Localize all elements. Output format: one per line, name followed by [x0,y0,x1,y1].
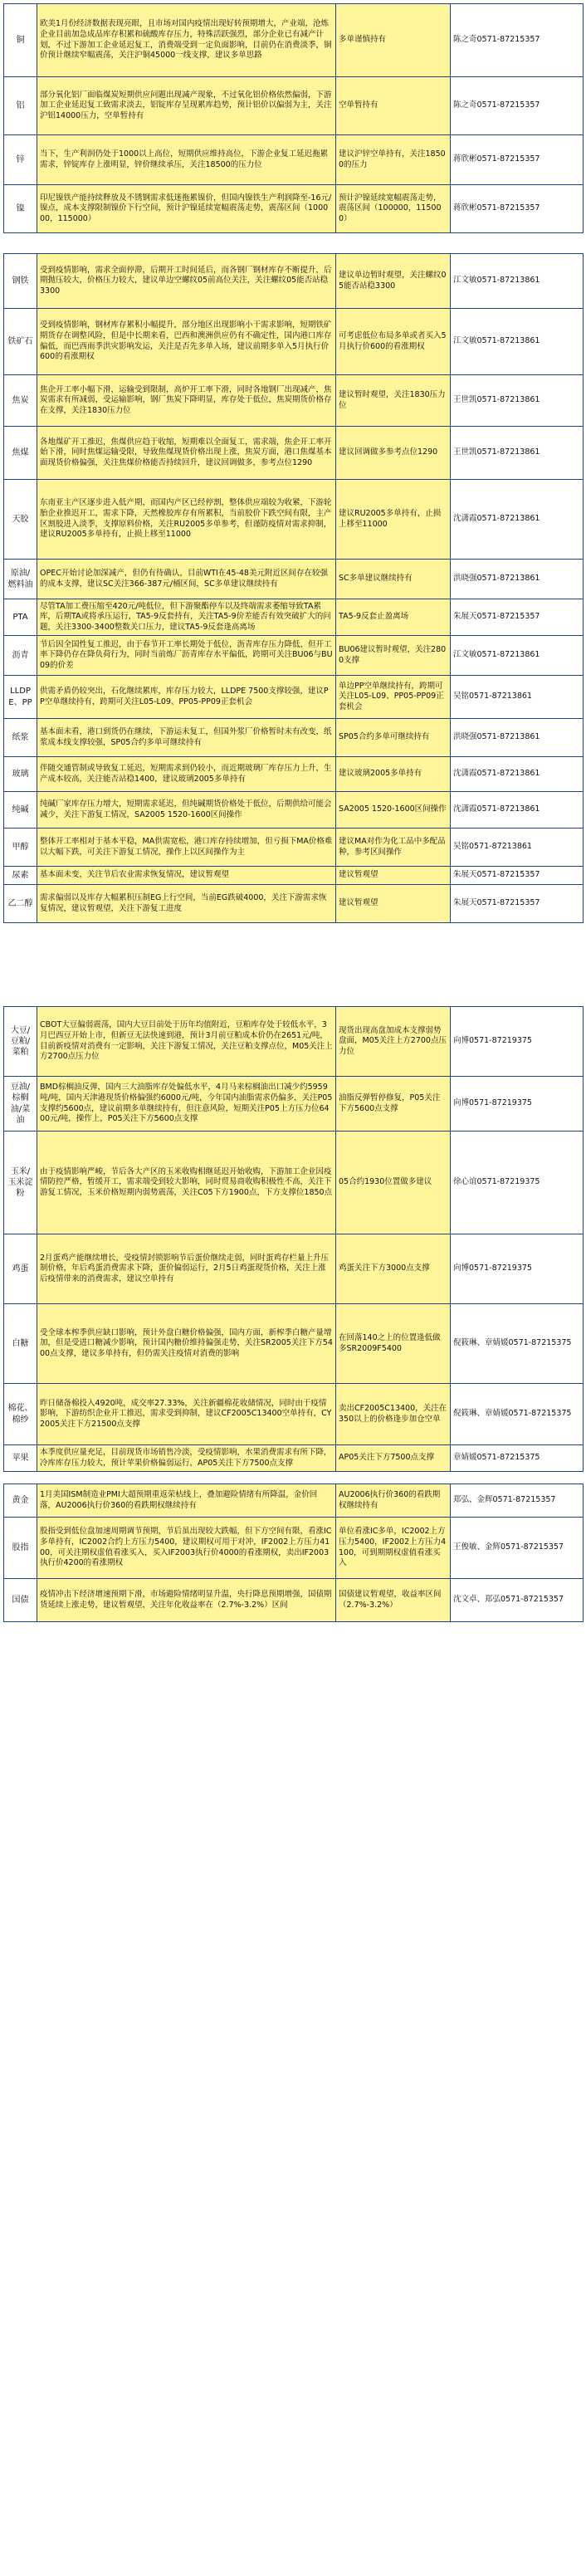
trade-strategy: 空单暂持有 [336,77,451,135]
table-row [4,636,584,676]
analyst-contact: 沈潇霞0571-87213861 [451,480,584,560]
section-separator [4,923,584,1007]
report-sheet [3,3,583,1622]
market-analysis: 受到疫情影响，钢材库存累积小幅提升，部分地区出现影响小干需求影响，短期铁矿期货存在调整风险，但是中长期来看，巴西和澳洲供应仍有不确定性，国内港口库存偏低，而巴西雨季洪灾影响发运，关注是否先多单入场，建议前期多单入5月执行价600的看涨期权 [37,309,336,375]
table-row [4,792,584,829]
trade-strategy: 建议回调做多参考点位1290 [336,427,451,480]
market-analysis: 节后因全国性复工推迟，由于春节开工率长期处于低位，沥青库存压力降低，但开工率下降仍存在降负荷行为，同时当前炼厂沥青库存水平偏低，跨期可关注BU06与BU09的价差 [37,636,336,676]
table-row [4,1445,584,1472]
market-analysis: CBOT大豆偏弱震荡，国内大豆目前处于历年均值附近，豆粕库存处于较低水平，3月巴西豆开始上市，但新豆无法快速到港，预计3月前豆粕成本价仍在2651元/吨，目前新疫情对消费有一定影响，关注下游复工情况，关注豆粕支撑点位，M05关注上方2700点压力位 [37,1007,336,1077]
commodity-name: 沥青 [4,636,37,676]
trade-strategy: 建议沪锌空单持有，关注18500的压力 [336,135,451,185]
commodity-name: 玉米/玉米淀粉 [4,1132,37,1234]
table-row [4,1234,584,1304]
market-analysis: 焦企开工率小幅下滑，运输受到限制，高炉开工率下滑，同时各地钢厂出现减产，焦炭需求有所减弱，受运输影响，钢厂焦炭下降明显，库存处于低位，焦炭期货价格存在支撑，关注1830压力位 [37,375,336,427]
table-row [4,1518,584,1579]
market-analysis: 1月美国ISM制造业PMI大超预期重返荣枯线上，叠加避险情绪有所降温，金价回落，AU2006执行价360的看跌期权继续持有 [37,1484,336,1518]
market-analysis: 当下，生产利润仍处于1000以上高位，短期供应维持高位，下游企业复工延迟拖累需求，锌锭库存上涨明显，锌价继续承压，关注18500的压力位 [37,135,336,185]
market-analysis: 受全球本榨季供应缺口影响，预计外盘白糖价格偏强，国内方面，新榨季白糖产量增加，但是受进口糖减少影响，预计国内糖价维持偏强走势，关注SR2005关注下方5400点支撑，建议多单持有，但仍需关注疫情对消费的影响 [37,1304,336,1384]
trade-strategy: 单边PP空单继续持有，跨期可关注L05-L09、PP05-PP09正套机会 [336,676,451,719]
table-row [4,719,584,757]
analyst-contact: 陈之奇0571-87215357 [451,77,584,135]
table-row [4,185,584,233]
table-row [4,676,584,719]
analyst-contact: 徐心谊0571-87219375 [451,1132,584,1234]
commodity-name: 豆油/棕榈油/菜油 [4,1077,37,1132]
market-analysis: 受到疫情影响，需求全面停滞，后期开工时间延后，而各钢厂钢材库存不断提升，后期抛压较大，价格压力较大，建议单边空螺纹05前高位关注，关注螺纹05能否站稳3300 [37,254,336,309]
analyst-contact: 朱展天0571-87215357 [451,599,584,636]
market-analysis: 需求偏弱以及库存大幅累积压制EG上行空间，当前EG跌破4000，关注下游需求恢复情况，建议暂观望，关注下游复工进度 [37,885,336,923]
commodity-name: 黄金 [4,1484,37,1518]
table-row [4,1484,584,1518]
market-analysis: 基本面未变，关注节后农业需求恢复情况，建议暂观望 [37,867,336,885]
commodity-name: 焦煤 [4,427,37,480]
table-row [4,757,584,792]
analyst-contact: 向博0571-87219375 [451,1234,584,1304]
analyst-contact: 朱展天0571-87215357 [451,867,584,885]
analyst-contact: 沈潇霞0571-87213861 [451,757,584,792]
commodity-name: 天胶 [4,480,37,560]
analyst-contact: 蒋欣彬0571-87215357 [451,135,584,185]
trade-strategy: BU06建议暂时观望，关注2800支撑 [336,636,451,676]
table-row [4,599,584,636]
table-row [4,1384,584,1445]
analyst-contact: 江文敏0571-87213861 [451,636,584,676]
trade-strategy: 单位看涨IC多单，IC2002上方压力5400，IF2002上方压力4100，可到期期权虚值看涨买入 [336,1518,451,1579]
market-analysis: 欧美1月份经济数据表现亮眼，且市场对国内疫情出现好转预期增大，产业端，沧炼企业目前加急成品库存积累和硫酸库存压力，特殊活跃强烈，部分企业已有减产计划，不过下游加工企业延迟复工，消费端受到一定负面影响，目前仍在消费淡季，铜价预计继续窄幅震荡，关注沪铜45000一线支撑，建议多单思路 [37,4,336,77]
table-row [4,829,584,867]
commodity-name: 股指 [4,1518,37,1579]
table-row [4,427,584,480]
commodity-name: 国债 [4,1579,37,1622]
table-row [4,1579,584,1622]
commodity-name: 原油/燃料油 [4,560,37,599]
trade-strategy: SC多单建议继续持有 [336,560,451,599]
market-analysis: 基本面未看，港口到货仍在继续，下游运未复工，但国外浆厂价格暂时未有改变，纸浆成本线支撑较强，SP05合约多单可继续持有 [37,719,336,757]
analyst-contact: 沈潇霞0571-87213861 [451,792,584,829]
commodity-name: 大豆/豆粕/菜粕 [4,1007,37,1077]
analyst-contact: 朱展天0571-87215357 [451,885,584,923]
trade-strategy: 05合约1930位置做多建议 [336,1132,451,1234]
commodity-name: 镍 [4,185,37,233]
market-analysis: 部分氧化铝厂面临煤炭短期供应问题出现减产现象，不过氧化铝价格依然偏弱，下游加工企业延迟复工致需求淡去，铝锭库存呈现累库趋势，预计铝价以偏弱为主，关注沪铝14000压力，空单暂持有 [37,77,336,135]
market-analysis: 伴随交通管制或导致复工延迟，短期需求到仍较小，而近期玻璃厂库存压力上升，生产成本较高，关注能否站稳1400，建议玻璃2005多单持有 [37,757,336,792]
market-analysis: 2月蛋鸡产能继续增长，受疫情封锁影响节后蛋价继续走弱，同时蛋鸡存栏量上升压制价格，年后鸡蛋消费需求下降，蛋价偏弱运行，2月5日鸡蛋现货价格，关注上涨后疫情带来的消费需求，建议空单持有 [37,1234,336,1304]
commodity-name: 鸡蛋 [4,1234,37,1304]
market-analysis: 尽管TA加工费压缩至420元/吨低位，但下游聚酯停车以及终端需求萎缩导致TA累库，后期TA或将承压运行，TA5-9反套持有，关注TA5-9价差能否有效突破扩大的问题，关注3300-3400整数关口压力，建议TA5-9反套逢高离场 [37,599,336,636]
table-row [4,480,584,560]
trade-strategy: 建议单边暂时观望，关注螺纹05能否站稳3300 [336,254,451,309]
commodity-name: 纯碱 [4,792,37,829]
table-row [4,4,584,77]
trade-strategy: SA2005 1520-1600区间操作 [336,792,451,829]
commodity-name: 铁矿石 [4,309,37,375]
trade-strategy: 建议MA对作为化工品中多配品种，参考区间操作 [336,829,451,867]
analyst-contact: 洪晓强0571-87213861 [451,560,584,599]
analyst-contact: 江文敏0571-87213861 [451,254,584,309]
commodity-name: 锌 [4,135,37,185]
trade-strategy: 可考虑低位布局多单或者买入5月执行价600的看涨期权 [336,309,451,375]
table-row [4,1304,584,1384]
commodity-name: 铝 [4,77,37,135]
table-row [4,1132,584,1234]
strategy-table [3,3,584,1622]
commodity-name: PTA [4,599,37,636]
trade-strategy: 建议暂观望 [336,867,451,885]
trade-strategy: 建议玻璃2005多单持有 [336,757,451,792]
table-row [4,867,584,885]
trade-strategy: 预计沪镍延续宽幅震荡走势，震荡区间（100000，115000） [336,185,451,233]
analyst-contact: 洪晓强0571-87213861 [451,719,584,757]
commodity-name: 尿素 [4,867,37,885]
market-analysis: 本季度供应量充足，目前现货市场销售冷淡，受疫情影响，水果消费需求有所下降，冷库库存压力较大，预计苹果价格偏弱运行，AP05关注下方7500点支撑 [37,1445,336,1472]
commodity-name: 钢铁 [4,254,37,309]
market-analysis: BMD棕榈油反弹，国内三大油脂库存处偏低水平，4月马来棕榈油出口减少约5959吨/吨，国内天津港现货价格偏强约6000元/吨，今年国内油脂需求仍偏多，关注P05支撑约5600点，建议前期多单继续持有，但注意风险，短期关注P05上方压力位6400元/吨，操作上，P05关注下方5600点支撑 [37,1077,336,1132]
commodity-name: 棉花、棉纱 [4,1384,37,1445]
commodity-name: 苹果 [4,1445,37,1472]
trade-strategy: 卖出CF2005C13400，关注在350以上的价格逢步加仓空单 [336,1384,451,1445]
market-analysis: 整体开工率相对于基本平稳，MA供需宽松，港口库存持续增加，但亏损下MA价格难以大幅下跌，可关注下游复工情况，操作上以区间操作为主 [37,829,336,867]
commodity-name: 白糖 [4,1304,37,1384]
table-row [4,77,584,135]
trade-strategy: 建议暂观望 [336,885,451,923]
table-row [4,375,584,427]
commodity-name: 乙二醇 [4,885,37,923]
market-analysis: 昨日储备棉投入4920吨，成交率27.33%，关注新疆棉花收储情况，同时由于疫情影响，下游纺织企业开工推迟，需求受到抑制，建议CF2005C13400空单持有，CY2005关注下方21500点支撑 [37,1384,336,1445]
analyst-contact: 沈文卓、郑弘0571-87215357 [451,1579,584,1622]
market-analysis: 由于疫情影响严峻，节后各大产区的玉米收购相继延迟开始收购，下游加工企业因疫情防控严格，暂缓开工，需求端受到较大影响，同时贸易商收购积极性不高，关注下游复工情况，玉米价格短期内弱势震荡，关注C05下方1900点，下方支撑位1850点 [37,1132,336,1234]
table-row [4,560,584,599]
trade-strategy: TA5-9反套止盈离场 [336,599,451,636]
section-separator [4,1472,584,1484]
analyst-contact: 吴铭0571-87213861 [451,829,584,867]
commodity-name: 玻璃 [4,757,37,792]
trade-strategy: 国债建议暂观望，收益率区间（2.7%-3.2%） [336,1579,451,1622]
market-analysis: 纯碱厂家库存压力增大，短期需求延迟，但纯碱期货价格处于低位，后期供给可能会减少，关注下游复工情况，SA2005 1520-1600区间操作 [37,792,336,829]
trade-strategy: 建议RU2005多单持有，止损上移至11000 [336,480,451,560]
trade-strategy: 油脂反弹暂停修复，P05关注下方5600点支撑 [336,1077,451,1132]
commodity-name: 铜 [4,4,37,77]
trade-strategy: 多单谨慎持有 [336,4,451,77]
analyst-contact: 吴铭0571-87213861 [451,676,584,719]
trade-strategy: AU2006执行价360的看跌期权继续持有 [336,1484,451,1518]
market-analysis: 供需矛盾仍较突出，石化继续累库，库存压力较大，LLDPE 7500支撑较强，建议PP空单继续持有，跨期可关注L05-L09、PP05-PP09正套机会 [37,676,336,719]
analyst-contact: 郑弘、金辉0571-87215357 [451,1484,584,1518]
market-analysis: OPEC开始讨论加深减产，但仍有待确认，目前WTI在45-48美元附近区间存在较强的成本支撑，建议SC关注366-387元/桶区间，SC多单建议继续持有 [37,560,336,599]
analyst-contact: 倪筱琳、章婧媛0571-87215375 [451,1384,584,1445]
market-analysis: 印尼镍铁产能持续释放及不锈钢需求低迷拖累镍价，但国内镍铁生产利润降至-16元/镍点，成本支撑限制镍价下行空间，预计沪镍延续宽幅震荡走势，震荡区间（100000，115000） [37,185,336,233]
commodity-name: LLDPE、PP [4,676,37,719]
commodity-name: 焦炭 [4,375,37,427]
table-row [4,885,584,923]
table-row [4,135,584,185]
analyst-contact: 向博0571-87219375 [451,1007,584,1077]
trade-strategy: SP05合约多单可继续持有 [336,719,451,757]
analyst-contact: 章婧媛0571-87215375 [451,1445,584,1472]
commodity-name: 甲醇 [4,829,37,867]
table-row [4,1077,584,1132]
trade-strategy: AP05关注下方7500点支撑 [336,1445,451,1472]
analyst-contact: 王世凯0571-87213861 [451,375,584,427]
table-row [4,309,584,375]
market-analysis: 各地煤矿开工推迟，焦煤供应趋于收缩，短期难以全面复工，需求端，焦企开工率开始下滑，同时焦煤运输受限，导致焦煤现货价格出现上涨，焦炭方面，港口焦煤基本面现货价格偏强，关注焦煤价格能否持续回升，建议回调做多，参考点位1290 [37,427,336,480]
analyst-contact: 向博0571-87219375 [451,1077,584,1132]
table-row [4,254,584,309]
trade-strategy: 鸡蛋关注下方3000点支撑 [336,1234,451,1304]
commodity-name: 纸浆 [4,719,37,757]
analyst-contact: 陈之奇0571-87215357 [451,4,584,77]
analyst-contact: 江文敏0571-87213861 [451,309,584,375]
trade-strategy: 现货出现高盘加成本支撑弱势盘面，M05关注上方2700点压力位 [336,1007,451,1077]
market-analysis: 股指受到低位盘加速周期调节预期，节后虽出现较大跌幅，但下方空间有限，看涨IC多单持有，IC2002合约上方压力5400，建议期权可用于对冲，IF2002上方压力4100，可关注期权虚值看涨买入，买入IF2003执行价4000的看涨期权，卖出IF2003执行价4200的看涨期权 [37,1518,336,1579]
analyst-contact: 王俊敏、金辉0571-87215357 [451,1518,584,1579]
analyst-contact: 蒋欣彬0571-87215357 [451,185,584,233]
market-analysis: 疫情冲击下经济增速预期下滑，市场避险情绪明显升温，央行降息预期增强，国债期货延续上涨走势，建议暂观望，关注年化收益率在（2.7%-3.2%）区间 [37,1579,336,1622]
trade-strategy: 建议暂时观望，关注1830压力位 [336,375,451,427]
analyst-contact: 倪筱琳、章婧媛0571-87215375 [451,1304,584,1384]
section-separator [4,233,584,254]
table-row [4,1007,584,1077]
analyst-contact: 王世凯0571-87213861 [451,427,584,480]
market-analysis: 东南亚主产区逐步进入低产期，而国内产区已经停割，整体供应端较为收紧，下游轮胎企业推迟开工，需求下降，天然橡胶库存有所累积，当前胶价下跌空间有限，主产区割胶进入淡季，支撑原料价格，关注RU2005多单参考，但谨防疫情对需求抑制，建议RU2005多单持有，止损上移至11000 [37,480,336,560]
trade-strategy: 在回落140之上的位置逢低做多SR2009F5400 [336,1304,451,1384]
